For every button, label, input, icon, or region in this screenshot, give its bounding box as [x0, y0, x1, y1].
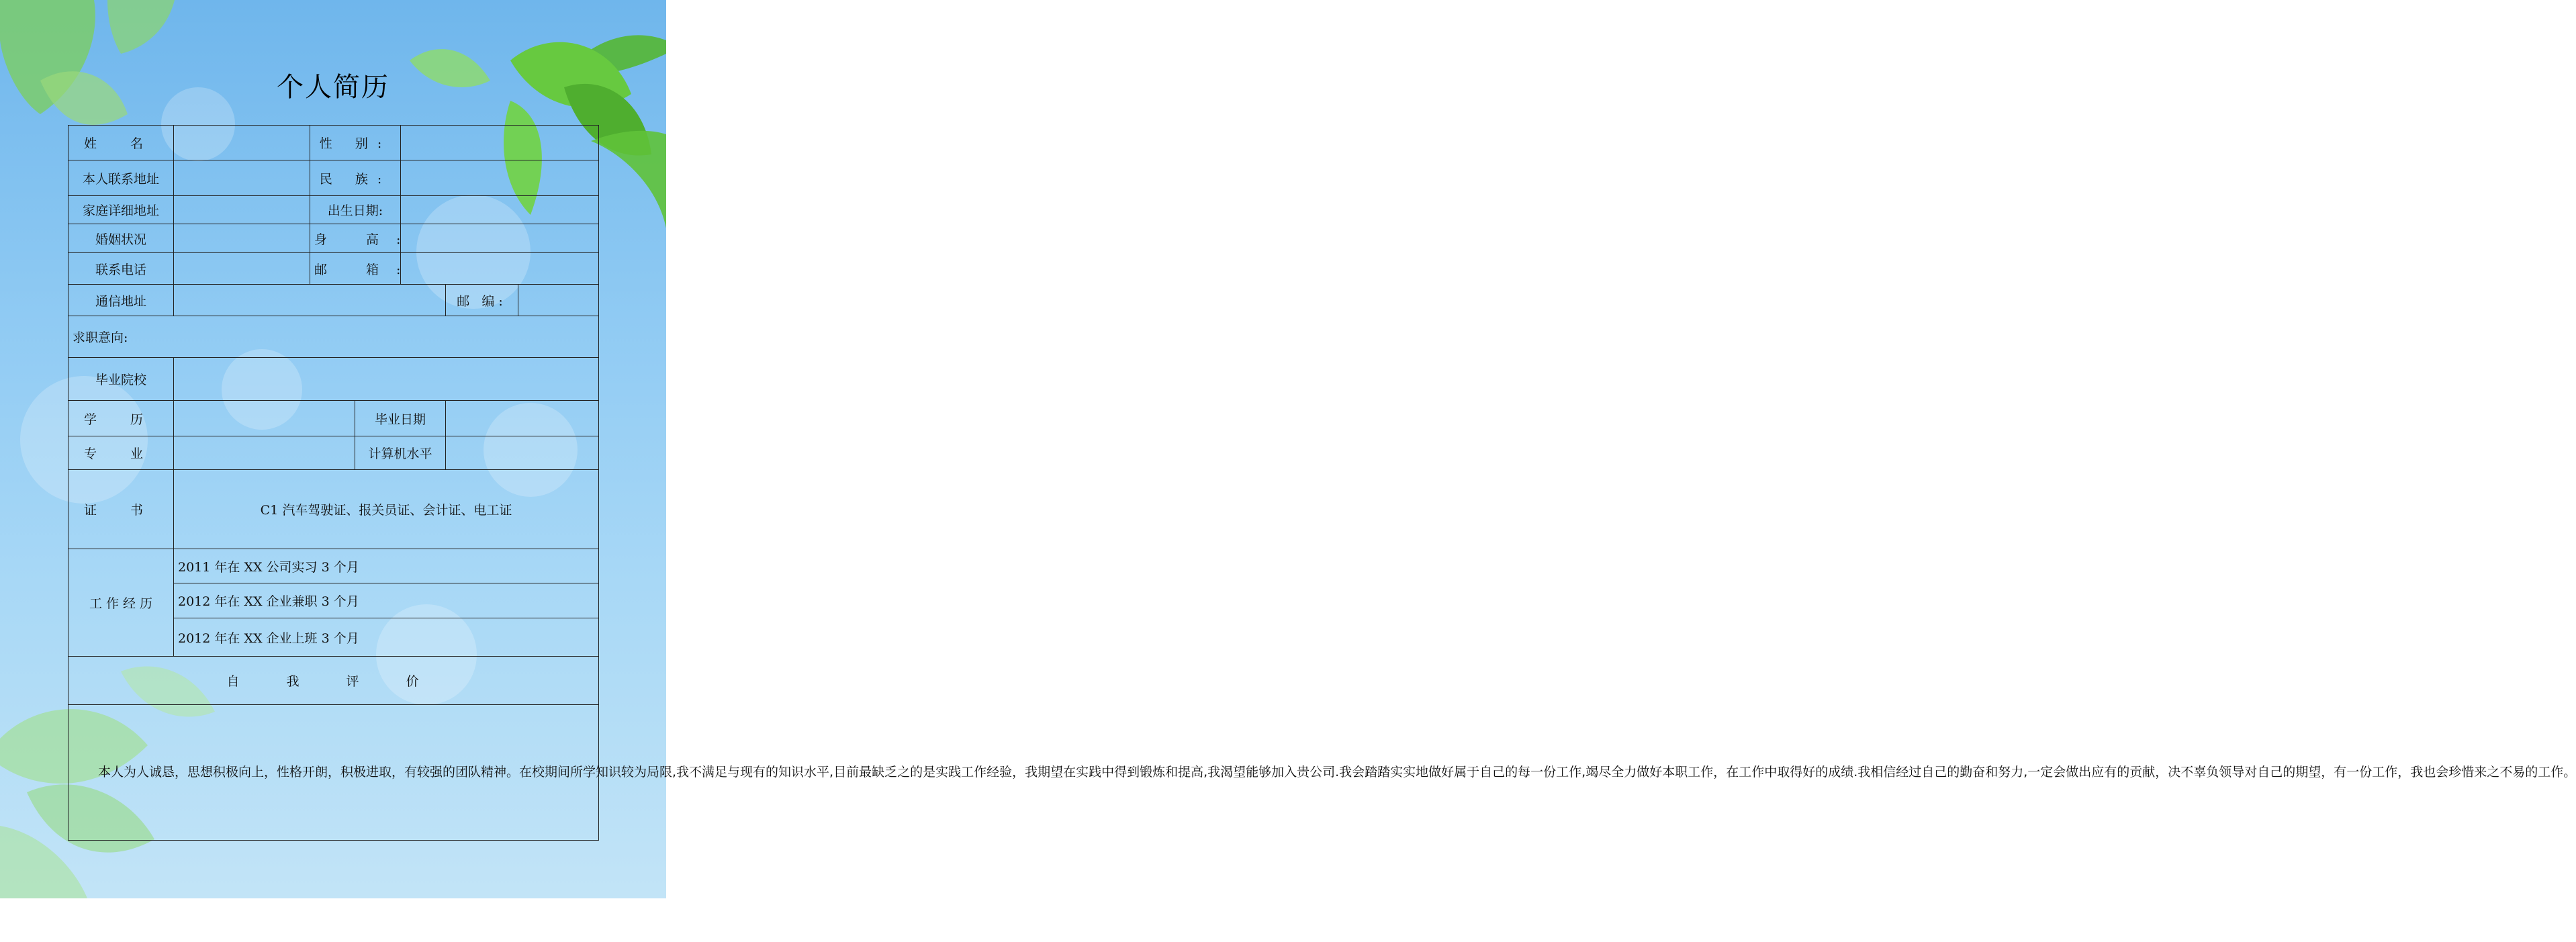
height-label: 身 高:: [310, 224, 401, 253]
name-value[interactable]: [174, 126, 310, 160]
row-self-eval-title: [68, 657, 599, 705]
row-name-gender: [68, 126, 599, 160]
page-title: 个人简历: [277, 72, 389, 103]
resume-table: [68, 125, 2576, 841]
work-item-1: 2011 年在 XX 公司实习 3 个月: [174, 549, 599, 583]
name-label: 姓 名: [68, 126, 174, 160]
self-evaluation-text: 本人为人诚恳，思想积极向上，性格开朗，积极进取，有较强的团队精神。在校期间所学知识较为局限,我不满足与现有的知识水平,目前最缺乏之的是实践工作经验，我期望在实践中得到锻炼和提高,我渴望能够加入贵公司.我会踏踏实实地做好属于自己的每一份工作,竭尽全力做好本职工作，在工作中取得好的成绩.我相信经过自己的勤奋和努力,一定会做出应有的贡献，决不辜负领导对自己的期望，有一份工作，我也会珍惜来之不易的工作。: [68, 705, 599, 841]
work-label: 工 作 经 历: [68, 549, 174, 657]
work-item-2: 2012 年在 XX 企业兼职 3 个月: [174, 583, 599, 618]
degree-value[interactable]: [174, 401, 355, 436]
height-value[interactable]: [401, 224, 599, 253]
contact-address-value[interactable]: [174, 160, 310, 196]
phone-value[interactable]: [174, 253, 310, 285]
home-address-label: 家庭详细地址: [68, 196, 174, 224]
marital-status-value[interactable]: [174, 224, 310, 253]
row-self-eval-text: [68, 705, 599, 841]
row-degree-graduation: [68, 401, 599, 436]
degree-label: 学 历: [68, 401, 174, 436]
row-job-intent: [68, 316, 599, 358]
graduation-date-label: 毕业日期: [355, 401, 446, 436]
row-certificates: [68, 470, 599, 549]
school-label: 毕业院校: [68, 358, 174, 401]
computer-level-label: 计算机水平: [355, 436, 446, 470]
certificates-label: 证 书: [68, 470, 174, 549]
row-home-birth: [68, 196, 599, 224]
mailing-address-label: 通信地址: [68, 285, 174, 316]
marital-status-label: 婚姻状况: [68, 224, 174, 253]
computer-level-value[interactable]: [446, 436, 599, 470]
gender-label: 性 别:: [310, 126, 401, 160]
school-value[interactable]: [174, 358, 599, 401]
job-intent-label: 求职意向:: [68, 316, 599, 358]
row-major-computer: [68, 436, 599, 470]
birth-date-label: 出生日期:: [310, 196, 401, 224]
row-marital-height: [68, 224, 599, 253]
ethnicity-value[interactable]: [401, 160, 599, 196]
row-contact-ethnicity: [68, 160, 599, 196]
graduation-date-value[interactable]: [446, 401, 599, 436]
birth-date-value[interactable]: [401, 196, 599, 224]
phone-label: 联系电话: [68, 253, 174, 285]
work-row: [68, 549, 599, 583]
self-evaluation-label: 自 我 评 价: [68, 657, 599, 705]
postcode-value[interactable]: [518, 285, 599, 316]
mailing-address-value[interactable]: [174, 285, 446, 316]
postcode-label: 邮 编:: [446, 285, 518, 316]
certificates-value: C1 汽车驾驶证、报关员证、会计证、电工证: [174, 470, 599, 549]
email-label: 邮 箱:: [310, 253, 401, 285]
major-value[interactable]: [174, 436, 355, 470]
row-phone-email: [68, 253, 599, 285]
row-mailing-postcode: [68, 285, 599, 316]
work-item-3: 2012 年在 XX 企业上班 3 个月: [174, 618, 599, 657]
ethnicity-label: 民 族:: [310, 160, 401, 196]
email-value[interactable]: [401, 253, 599, 285]
gender-value[interactable]: [401, 126, 599, 160]
home-address-value[interactable]: [174, 196, 310, 224]
major-label: 专 业: [68, 436, 174, 470]
contact-address-label: 本人联系地址: [68, 160, 174, 196]
row-school: [68, 358, 599, 401]
